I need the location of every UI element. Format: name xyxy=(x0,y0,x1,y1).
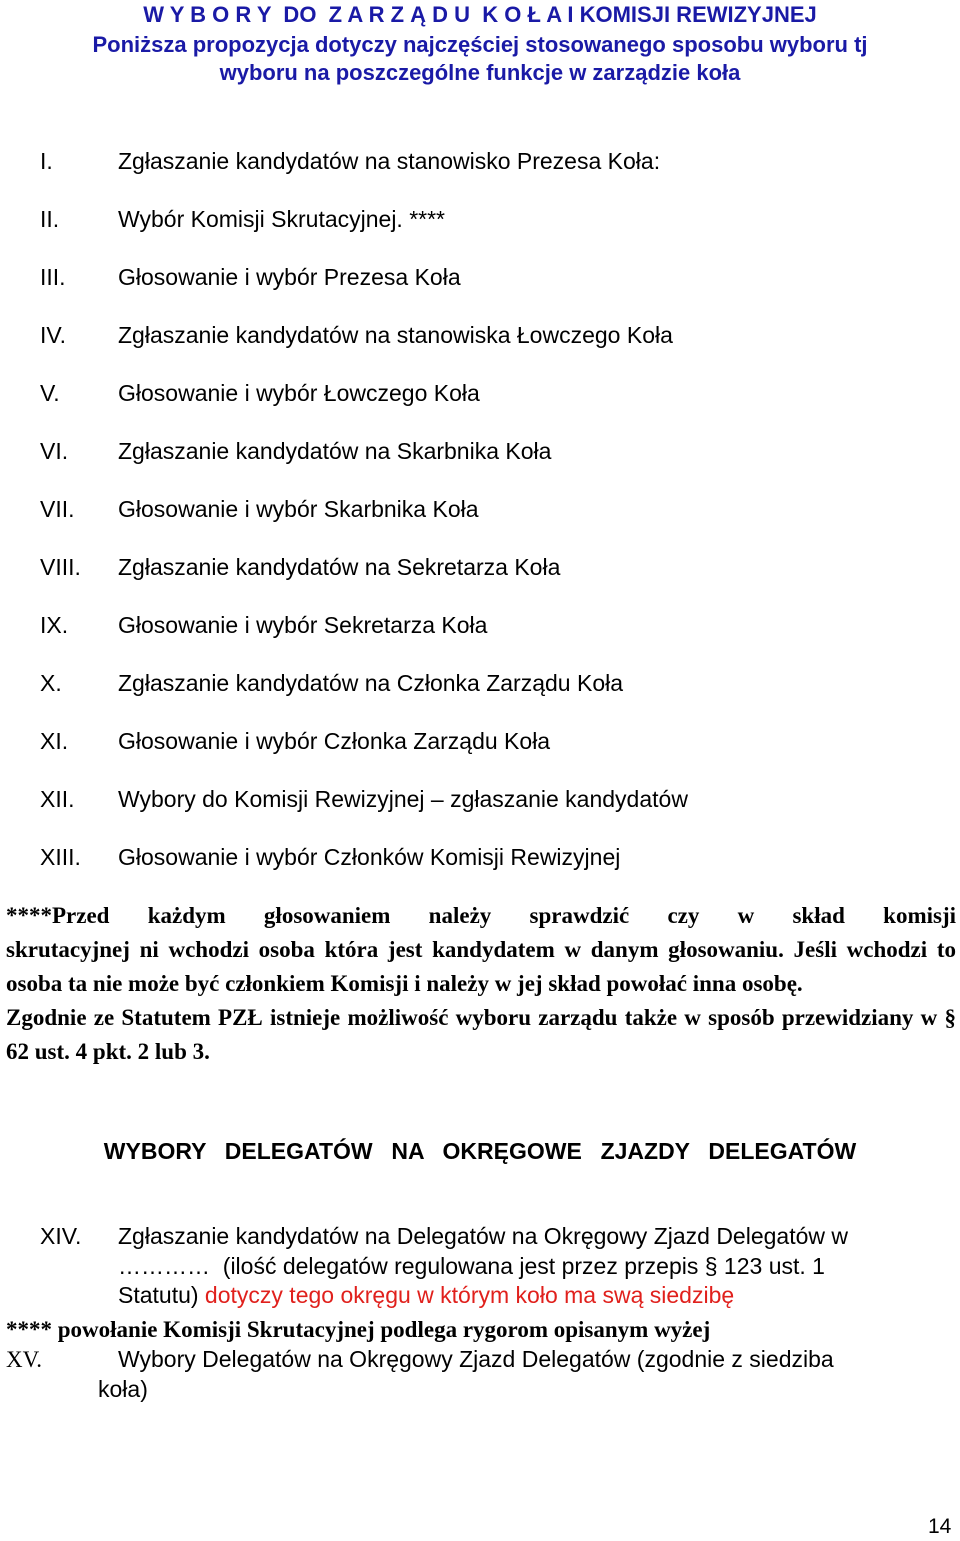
item-text-highlight: dotyczy tego okręgu w którym koło ma swą siedzibę xyxy=(198,1282,735,1308)
item-number: IV. xyxy=(40,322,67,348)
item-text: Zgłaszanie kandydatów na Skarbnika Koła xyxy=(118,438,552,464)
item-text xyxy=(118,1281,734,1310)
document-subtitle-line-2: wyboru na poszczególne funkcje w zarządzie koła xyxy=(219,60,741,85)
item-text: Zgłaszanie kandydatów na stanowisko Prezesa Koła: xyxy=(118,148,661,174)
item-text: Głosowanie i wybór Prezesa Koła xyxy=(118,264,461,290)
document-subtitle-line-1: Poniższa propozycja dotyczy najczęściej stosowanego sposobu wyboru tj xyxy=(92,32,868,57)
section-heading: WYBORY DELEGATÓW NA OKRĘGOWE ZJAZDY DELEGATÓW xyxy=(103,1138,857,1164)
item-text: ………… (ilość delegatów regulowana jest przez przepis § 123 ust. 1 xyxy=(118,1253,825,1279)
item-text: Głosowanie i wybór Członka Zarządu Koła xyxy=(118,728,551,754)
item-number: III. xyxy=(40,264,66,290)
item-text: Zgłaszanie kandydatów na Delegatów na Okręgowy Zjazd Delegatów w xyxy=(118,1223,849,1249)
item-text-plain: Statutu) xyxy=(118,1282,199,1308)
item-text: Głosowanie i wybór Sekretarza Koła xyxy=(118,612,488,638)
komisja-note: **** powołanie Komisji Skrutacyjnej podlega rygorom opisanym wyżej xyxy=(6,1317,711,1342)
note-paragraph-1: skrutacyjnej ni wchodzi osoba która jest kandydatem w danym głosowaniu. Jeśli wchodzi to osoba ta nie może być członkiem Komisji i należy w jej skład powołać inna osobę. xyxy=(6,937,956,996)
item-text: koła) xyxy=(98,1376,148,1402)
item-number: V. xyxy=(40,380,60,406)
item-text: Wybory do Komisji Rewizyjnej – zgłaszanie kandydatów xyxy=(118,786,688,812)
page-number: 14 xyxy=(928,1515,952,1538)
skrutacyjna-note xyxy=(6,899,956,1069)
item-number: XII. xyxy=(40,786,75,812)
document-title: W Y B O R Y DO Z A R Z Ą D U K O Ł A I KOMISJI REWIZYJNEJ xyxy=(143,2,817,27)
item-text: Głosowanie i wybór Łowczego Koła xyxy=(118,380,480,406)
item-number: VII. xyxy=(40,496,75,522)
item-number: XIV. xyxy=(40,1223,82,1249)
item-text: Wybory Delegatów na Okręgowy Zjazd Delegatów (zgodnie z siedziba xyxy=(118,1346,834,1372)
note-line-1: ****Przed każdym głosowaniem należy sprawdzić czy w skład komisji xyxy=(6,903,956,928)
item-number: IX. xyxy=(40,612,69,638)
item-number: X. xyxy=(40,670,62,696)
item-number: VIII. xyxy=(40,554,81,580)
item-text: Zgłaszanie kandydatów na stanowiska Łowczego Koła xyxy=(118,322,673,348)
item-number: XI. xyxy=(40,728,69,754)
item-text: Wybór Komisji Skrutacyjnej. **** xyxy=(118,206,446,232)
item-text: Głosowanie i wybór Członków Komisji Rewizyjnej xyxy=(118,844,621,870)
item-number: I. xyxy=(40,148,53,174)
item-text: Głosowanie i wybór Skarbnika Koła xyxy=(118,496,479,522)
item-number: II. xyxy=(40,206,60,232)
item-text: Zgłaszanie kandydatów na Członka Zarządu Koła xyxy=(118,670,624,696)
note-paragraph-2: Zgodnie ze Statutem PZŁ istnieje możliwość wyboru zarządu także w sposób przewidziany w § 62 ust. 4 pkt. 2 lub 3. xyxy=(6,1005,956,1064)
item-number: VI. xyxy=(40,438,69,464)
item-number: XIII. xyxy=(40,844,81,870)
item-number: XV. xyxy=(6,1347,43,1372)
item-text: Zgłaszanie kandydatów na Sekretarza Koła xyxy=(118,554,561,580)
